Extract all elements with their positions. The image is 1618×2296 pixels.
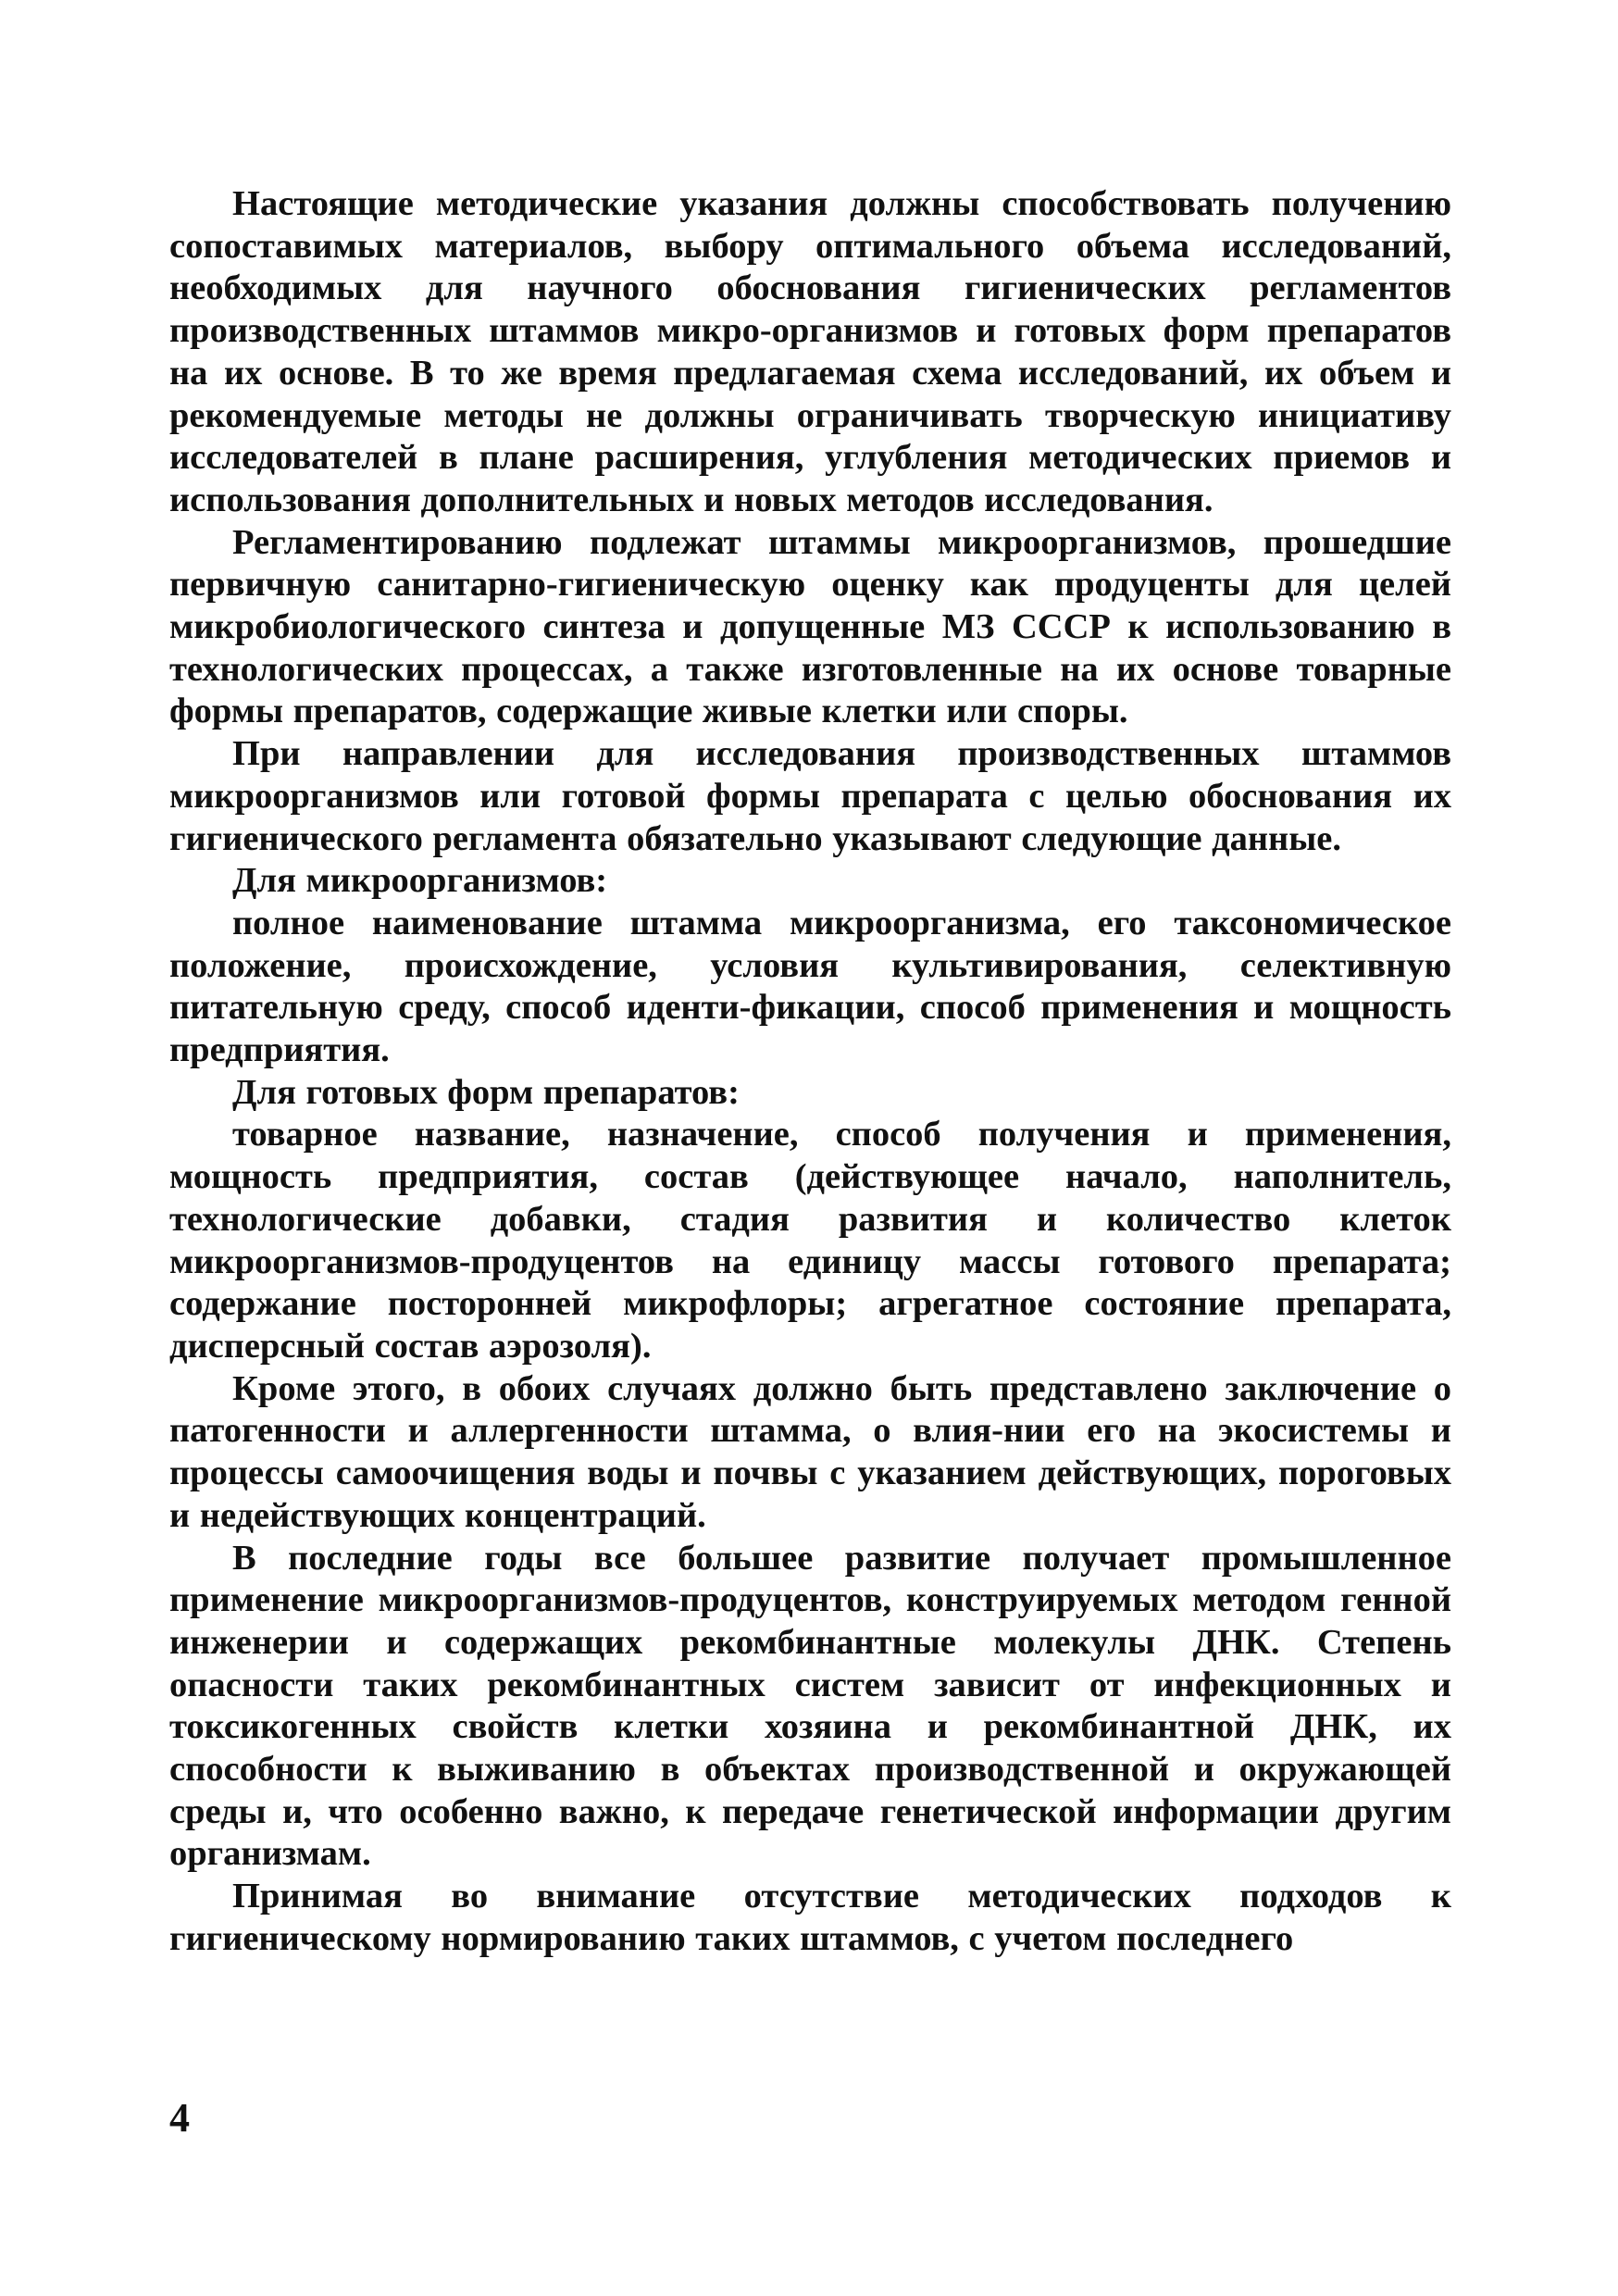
paragraph-heading-microorganisms: Для микроорганизмов: [232, 861, 608, 901]
body-text [169, 183, 1451, 1961]
paragraph-regulated-strains: Регламентированию подлежат штаммы микроорганизмов, прошедшие первичную санитарно-гигиеническую оценку как продуценты для целей микробиологического синтеза и допущенные МЗ СССР к использованию в технологических процессах, а также изготовленные на их основе товарные формы препаратов, содержащие живые клетки или споры. [169, 522, 1451, 731]
paragraph-genetic-engineering: В последние годы все большее развитие получает промышленное применение микроорганизмов-продуцентов, конструируемых методом генной инженерии и содержащих рекомбинантные молекулы ДНК. Степень опасности таких рекомбинантных систем зависит от инфекционных и токсикогенных свойств клетки хозяина и рекомбинантной ДНК, их способности к выживанию в объектах производственной и окружающей среды и, что особенно важно, к передаче генетической информации другим организмам. [169, 1538, 1451, 1874]
paragraph-heading-preparations: Для готовых форм препаратов: [232, 1072, 740, 1112]
paragraph-pathogenicity: Кроме этого, в обоих случаях должно быть представлено заключение о патогенности и аллергенности штамма, о влия-нии его на экосистемы и процессы самоочищения воды и почвы с указанием действующих, пороговых и недействующих концентраций. [169, 1368, 1451, 1535]
page-number: 4 [169, 2095, 190, 2140]
paragraph-preparations-details: товарное название, назначение, способ получения и применения, мощность предприятия, состав (действующее начало, наполнитель, технологические добавки, стадия развития и количество клеток микроорганизмов-продуцентов на единицу массы готового препарата; содержание посторонней микрофлоры; агрегатное состояние препарата, дисперсный состав аэрозоля). [169, 1115, 1451, 1366]
paragraph-methodical-approaches: Принимая во внимание отсутствие методических подходов к гигиеническому нормированию таких штаммов, с учетом последнего [169, 1877, 1451, 1958]
paragraph-submission-data: При направлении для исследования производственных штаммов микроорганизмов или готовой формы препарата с целью обоснования их гигиенического регламента обязательно указывают следующие данные. [169, 734, 1451, 858]
paragraph-microorganisms-details: полное наименование штамма микроорганизма, его таксономическое положение, происхождение, условия культивирования, селективную питательную среду, способ иденти-фикации, способ применения и мощность предприятия. [169, 903, 1451, 1070]
paragraph-intro: Настоящие методические указания должны способствовать получению сопоставимых материалов, выбору оптимального объема исследований, необходимых для научного обоснования гигиенических регламентов производственных штаммов микро-организмов и готовых форм препаратов на их основе. В то же время предлагаемая схема исследований, их объем и рекомендуемые методы не должны ограничивать творческую инициативу исследователей в плане расширения, углубления методических приемов и использования дополнительных и новых методов исследования. [169, 184, 1451, 519]
